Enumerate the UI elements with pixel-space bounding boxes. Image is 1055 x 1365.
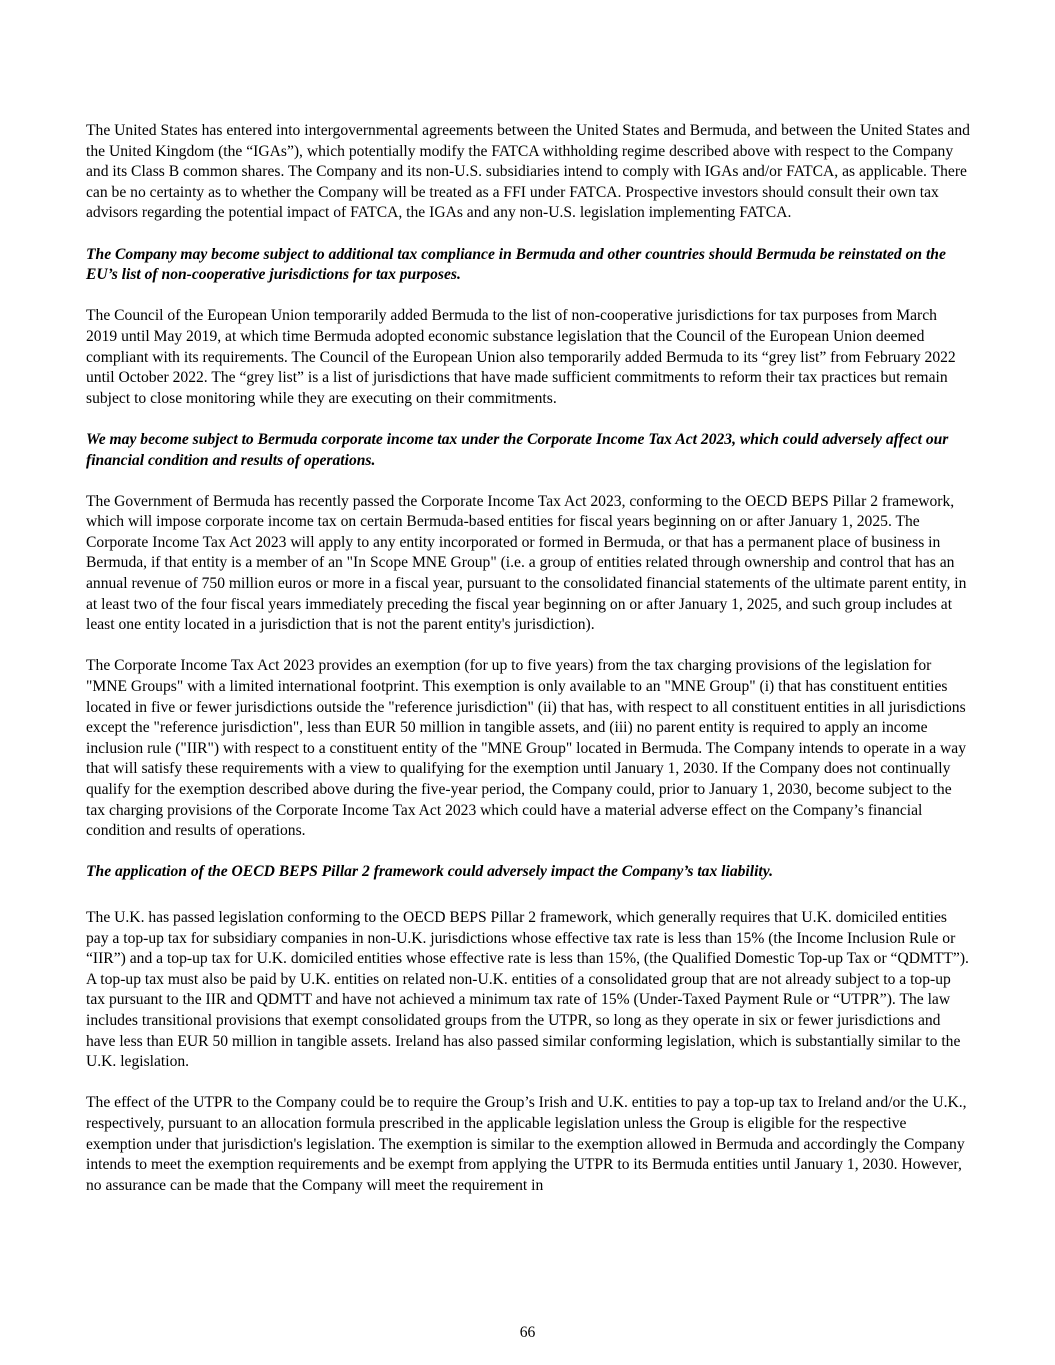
page-number: 66 [519, 1324, 536, 1341]
pillar2-heading: The application of the OECD BEPS Pillar 2 framework could adversely impact the Company’s tax liability. [86, 863, 773, 881]
uk-pillar2-paragraph: The U.K. has passed legislation conforming to the OECD BEPS Pillar 2 framework, which generally requires that U.K. domiciled entities pay a top-up tax for subsidiary companies in non-U.K. jurisdictions whose effective tax rate is less than 15% (the Income Inclusion Rule or “IIR”) and a top-up tax for U.K. domiciled entities whose effective rate is less than 15%, (the Qualified Domestic Top-up Tax or “QDMTT”). A top-up tax must also be paid by U.K. entities on related non-U.K. entities of a consolidated group that are not already subject to a top-up tax pursuant to the IIR and QDMTT and have not achieved a minimum tax rate of 15% (Under-Taxed Payment Rule or “UTPR”). The law includes transitional provisions that exempt consolidated groups from the UTPR, so long as they operate in six or fewer jurisdictions and have less than EUR 50 million in tangible assets. Ireland has also passed similar conforming legislation, which is substantially similar to the U.K. legislation. [86, 908, 969, 1071]
eu-noncooperative-heading: The Company may become subject to additional tax compliance in Bermuda and other countries should Bermuda be reinstated on the EU’s list of non-cooperative jurisdictions for tax purposes. [86, 245, 946, 284]
eu-council-paragraph: The Council of the European Union temporarily added Bermuda to the list of non-cooperative jurisdictions for tax purposes from March 2019 until May 2019, at which time Bermuda adopted economic substance legislation that the Council of the European Union deemed compliant with its requirements. The Council of the European Union also temporarily added Bermuda to its “grey list” from February 2022 until October 2022. The “grey list” is a list of jurisdictions that have made sufficient commitments to reform their tax practices but remain subject to close monitoring while they are executing on their commitments. [86, 307, 956, 407]
document-body [86, 121, 970, 1217]
bermuda-cit-heading: We may become subject to Bermuda corporate income tax under the Corporate Income Tax Act 2023, which could adversely affect our financial condition and results of operations. [86, 430, 949, 469]
fatca-iga-paragraph: The United States has entered into intergovernmental agreements between the United States and Bermuda, and between the United States and the United Kingdom (the “IGAs”), which potentially modify the FATCA withholding regime described above with respect to the Company and its Class B common shares. The Company and its non-U.S. subsidiaries intend to comply with IGAs and/or FATCA, as applicable. There can be no certainty as to whether the Company will be treated as a FFI under FATCA. Prospective investors should consult their own tax advisors regarding the potential impact of FATCA, the IGAs and any non-U.S. legislation implementing FATCA. [86, 122, 970, 222]
cit-exemption-paragraph: The Corporate Income Tax Act 2023 provides an exemption (for up to five years) from the tax charging provisions of the legislation for "MNE Groups" with a limited international footprint. This exemption is only available to an "MNE Group" (i) that has constituent entities located in five or fewer jurisdictions outside the "reference jurisdiction" (ii) that has, with respect to all constituent entities in all jurisdictions except the "reference jurisdiction", less than EUR 50 million in tangible assets, and (iii) no parent entity is required to apply an income inclusion rule ("IIR") with respect to a constituent entity of the "MNE Group" located in Bermuda. The Company intends to operate in a way that will satisfy these requirements with a view to qualifying for the exemption until January 1, 2030. If the Company does not continually qualify for the exemption described above during the five-year period, the Company could, prior to January 1, 2030, become subject to the tax charging provisions of the Corporate Income Tax Act 2023 which could have a material adverse effect on the Company’s financial condition and results of operations. [86, 657, 967, 840]
bermuda-cit-paragraph: The Government of Bermuda has recently passed the Corporate Income Tax Act 2023, conforming to the OECD BEPS Pillar 2 framework, which will impose corporate income tax on certain Bermuda-based entities for fiscal years beginning on or after January 1, 2025. The Corporate Income Tax Act 2023 will apply to any entity incorporated or formed in Bermuda, or that has a permanent place of business in Bermuda, if that entity is a member of an "In Scope MNE Group" (i.e. a group of entities related through ownership and control that has an annual revenue of 750 million euros or more in a fiscal year, pursuant to the consolidated financial statements of the ultimate parent entity, in at least two of the four fiscal years immediately preceding the fiscal year beginning on or after January 1, 2025, and such group includes at least one entity located in a jurisdiction that is not the parent entity's jurisdiction). [86, 492, 967, 634]
utpr-effect-paragraph: The effect of the UTPR to the Company could be to require the Group’s Irish and U.K. entities to pay a top-up tax to Ireland and/or the U.K., respectively, pursuant to an allocation formula prescribed in the applicable legislation unless the Group is eligible for the respective exemption under that jurisdiction's legislation. The exemption is similar to the exemption allowed in Bermuda and accordingly the Company intends to meet the exemption requirements and be exempt from applying the UTPR to its Bermuda entities until January 1, 2030. However, no assurance can be made that the Company will meet the requirement in [86, 1094, 967, 1194]
